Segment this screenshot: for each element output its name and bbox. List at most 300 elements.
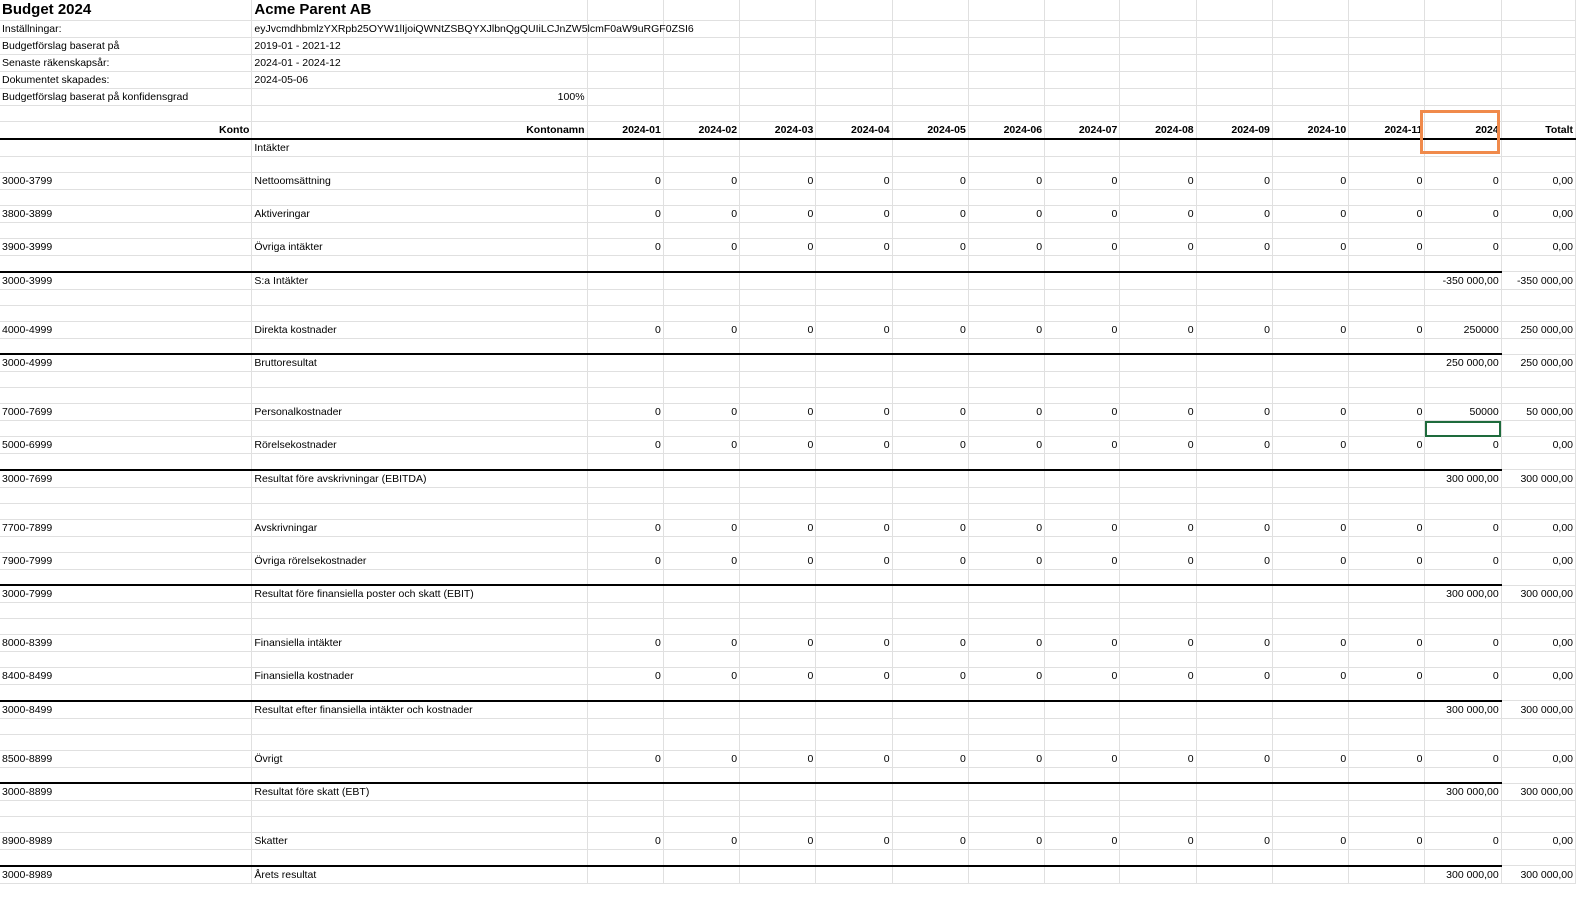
section-label[interactable]: Intäkter: [252, 139, 587, 157]
month-value[interactable]: 0: [740, 206, 816, 223]
empty-cell[interactable]: [1425, 256, 1501, 272]
empty-cell[interactable]: [968, 685, 1044, 701]
empty-cell[interactable]: [663, 421, 739, 437]
year-value[interactable]: 50000: [1425, 404, 1501, 421]
empty-cell[interactable]: [1349, 470, 1425, 488]
empty-cell[interactable]: [1272, 619, 1348, 635]
empty-cell[interactable]: [1120, 372, 1196, 388]
subtotal-name[interactable]: S:a Intäkter: [252, 272, 587, 290]
month-value[interactable]: 0: [1045, 519, 1120, 536]
empty-cell[interactable]: [816, 850, 892, 866]
account-range[interactable]: 8000-8399: [0, 635, 252, 652]
empty-cell[interactable]: [1272, 850, 1348, 866]
year-value[interactable]: 300 000,00: [1425, 701, 1501, 719]
empty-cell[interactable]: [1272, 783, 1348, 801]
total-value[interactable]: 300 000,00: [1501, 783, 1575, 801]
empty-cell[interactable]: [892, 767, 968, 783]
empty-cell[interactable]: [1045, 289, 1120, 305]
empty-cell[interactable]: [1349, 89, 1425, 106]
month-value[interactable]: 0: [1349, 173, 1425, 190]
empty-cell[interactable]: [587, 89, 663, 106]
month-value[interactable]: 0: [1349, 552, 1425, 569]
month-value[interactable]: 0: [663, 750, 739, 767]
empty-cell[interactable]: [587, 272, 663, 290]
empty-cell[interactable]: [1501, 21, 1575, 38]
month-value[interactable]: 0: [663, 437, 739, 454]
month-value[interactable]: 0: [1272, 635, 1348, 652]
empty-cell[interactable]: [1120, 652, 1196, 668]
account-range[interactable]: 7000-7699: [0, 404, 252, 421]
empty-cell[interactable]: [1501, 421, 1575, 437]
empty-cell[interactable]: [1120, 388, 1196, 404]
empty-cell[interactable]: [740, 470, 816, 488]
empty-cell[interactable]: [1425, 157, 1501, 173]
empty-cell[interactable]: [252, 850, 587, 866]
month-value[interactable]: 0: [1045, 321, 1120, 338]
empty-cell[interactable]: [1501, 55, 1575, 72]
empty-cell[interactable]: [1196, 372, 1272, 388]
empty-cell[interactable]: [892, 470, 968, 488]
empty-cell[interactable]: [1045, 272, 1120, 290]
empty-cell[interactable]: [1196, 223, 1272, 239]
month-value[interactable]: 0: [1196, 833, 1272, 850]
month-value[interactable]: 0: [663, 833, 739, 850]
month-value[interactable]: 0: [1120, 404, 1196, 421]
empty-cell[interactable]: [740, 354, 816, 372]
empty-cell[interactable]: [663, 0, 739, 21]
empty-cell[interactable]: [892, 89, 968, 106]
year-value[interactable]: 0: [1425, 833, 1501, 850]
header-month[interactable]: 2024-11: [1349, 122, 1425, 140]
empty-cell[interactable]: [1045, 619, 1120, 635]
empty-cell[interactable]: [740, 850, 816, 866]
empty-cell[interactable]: [1120, 454, 1196, 470]
account-range[interactable]: 3000-4999: [0, 354, 252, 372]
empty-cell[interactable]: [1425, 801, 1501, 817]
empty-cell[interactable]: [1349, 701, 1425, 719]
month-value[interactable]: 0: [1349, 635, 1425, 652]
empty-cell[interactable]: [1272, 470, 1348, 488]
empty-cell[interactable]: [587, 536, 663, 552]
account-range[interactable]: 3000-8499: [0, 701, 252, 719]
empty-cell[interactable]: [1349, 783, 1425, 801]
subtotal-name[interactable]: Årets resultat: [252, 866, 587, 884]
empty-cell[interactable]: [1196, 817, 1272, 833]
empty-cell[interactable]: [1349, 0, 1425, 21]
empty-cell[interactable]: [968, 783, 1044, 801]
empty-cell[interactable]: [587, 72, 663, 89]
empty-cell[interactable]: [1120, 157, 1196, 173]
year-value[interactable]: 0: [1425, 750, 1501, 767]
empty-cell[interactable]: [1120, 503, 1196, 519]
empty-cell[interactable]: [663, 256, 739, 272]
year-value[interactable]: 0: [1425, 519, 1501, 536]
empty-cell[interactable]: [663, 190, 739, 206]
empty-cell[interactable]: [892, 256, 968, 272]
empty-cell[interactable]: [1045, 256, 1120, 272]
month-value[interactable]: 0: [1196, 750, 1272, 767]
month-value[interactable]: 0: [740, 750, 816, 767]
empty-cell[interactable]: [1425, 503, 1501, 519]
empty-cell[interactable]: [1349, 718, 1425, 734]
month-value[interactable]: 0: [587, 404, 663, 421]
empty-cell[interactable]: [1425, 89, 1501, 106]
empty-cell[interactable]: [1120, 619, 1196, 635]
month-value[interactable]: 0: [587, 552, 663, 569]
empty-cell[interactable]: [968, 470, 1044, 488]
month-value[interactable]: 0: [740, 437, 816, 454]
empty-cell[interactable]: [1120, 718, 1196, 734]
empty-cell[interactable]: [0, 734, 252, 750]
empty-cell[interactable]: [1349, 454, 1425, 470]
month-value[interactable]: 0: [1120, 437, 1196, 454]
empty-cell[interactable]: [1196, 72, 1272, 89]
year-value[interactable]: 250 000,00: [1425, 354, 1501, 372]
empty-cell[interactable]: [663, 503, 739, 519]
empty-cell[interactable]: [587, 685, 663, 701]
empty-cell[interactable]: [1045, 38, 1120, 55]
empty-cell[interactable]: [816, 767, 892, 783]
empty-cell[interactable]: [1120, 0, 1196, 21]
empty-cell[interactable]: [1045, 372, 1120, 388]
empty-cell[interactable]: [968, 338, 1044, 354]
empty-cell[interactable]: [0, 487, 252, 503]
empty-cell[interactable]: [1349, 354, 1425, 372]
account-name[interactable]: Finansiella kostnader: [252, 668, 587, 685]
month-value[interactable]: 0: [1349, 519, 1425, 536]
empty-cell[interactable]: [587, 0, 663, 21]
empty-cell[interactable]: [1272, 388, 1348, 404]
empty-cell[interactable]: [0, 190, 252, 206]
total-value[interactable]: 0,00: [1501, 668, 1575, 685]
empty-cell[interactable]: [1120, 603, 1196, 619]
empty-cell[interactable]: [587, 619, 663, 635]
empty-cell[interactable]: [1349, 106, 1425, 122]
month-value[interactable]: 0: [892, 552, 968, 569]
empty-cell[interactable]: [892, 783, 968, 801]
empty-cell[interactable]: [1045, 503, 1120, 519]
empty-cell[interactable]: [1425, 421, 1501, 437]
year-value[interactable]: 300 000,00: [1425, 783, 1501, 801]
empty-cell[interactable]: [1196, 55, 1272, 72]
empty-cell[interactable]: [1120, 72, 1196, 89]
empty-cell[interactable]: [1349, 190, 1425, 206]
empty-cell[interactable]: [0, 106, 252, 122]
month-value[interactable]: 0: [1196, 173, 1272, 190]
empty-cell[interactable]: [968, 388, 1044, 404]
empty-cell[interactable]: [1045, 470, 1120, 488]
empty-cell[interactable]: [1120, 685, 1196, 701]
empty-cell[interactable]: [1045, 652, 1120, 668]
empty-cell[interactable]: [587, 603, 663, 619]
total-value[interactable]: 300 000,00: [1501, 866, 1575, 884]
empty-cell[interactable]: [892, 338, 968, 354]
empty-cell[interactable]: [1501, 289, 1575, 305]
empty-cell[interactable]: [968, 817, 1044, 833]
empty-cell[interactable]: [968, 256, 1044, 272]
empty-cell[interactable]: [740, 718, 816, 734]
empty-cell[interactable]: [1045, 21, 1120, 38]
empty-cell[interactable]: [252, 536, 587, 552]
empty-cell[interactable]: [1045, 0, 1120, 21]
year-value[interactable]: 300 000,00: [1425, 470, 1501, 488]
month-value[interactable]: 0: [587, 833, 663, 850]
empty-cell[interactable]: [1196, 701, 1272, 719]
month-value[interactable]: 0: [663, 321, 739, 338]
empty-cell[interactable]: [1045, 536, 1120, 552]
empty-cell[interactable]: [816, 603, 892, 619]
empty-cell[interactable]: [663, 372, 739, 388]
month-value[interactable]: 0: [1045, 173, 1120, 190]
empty-cell[interactable]: [1045, 106, 1120, 122]
empty-cell[interactable]: [740, 603, 816, 619]
empty-cell[interactable]: [816, 817, 892, 833]
month-value[interactable]: 0: [587, 239, 663, 256]
empty-cell[interactable]: [0, 256, 252, 272]
empty-cell[interactable]: [1272, 585, 1348, 603]
month-value[interactable]: 0: [1349, 404, 1425, 421]
empty-cell[interactable]: [816, 55, 892, 72]
empty-cell[interactable]: [1045, 817, 1120, 833]
month-value[interactable]: 0: [1196, 668, 1272, 685]
empty-cell[interactable]: [587, 190, 663, 206]
empty-cell[interactable]: [1501, 388, 1575, 404]
empty-cell[interactable]: [1425, 734, 1501, 750]
month-value[interactable]: 0: [1120, 173, 1196, 190]
empty-cell[interactable]: [892, 801, 968, 817]
empty-cell[interactable]: [587, 421, 663, 437]
empty-cell[interactable]: [892, 866, 968, 884]
empty-cell[interactable]: [252, 421, 587, 437]
empty-cell[interactable]: [663, 72, 739, 89]
month-value[interactable]: 0: [1120, 635, 1196, 652]
empty-cell[interactable]: [1425, 619, 1501, 635]
empty-cell[interactable]: [252, 718, 587, 734]
empty-cell[interactable]: [892, 372, 968, 388]
empty-cell[interactable]: [1120, 734, 1196, 750]
empty-cell[interactable]: [968, 0, 1044, 21]
empty-cell[interactable]: [1045, 223, 1120, 239]
empty-cell[interactable]: [587, 503, 663, 519]
empty-cell[interactable]: [587, 305, 663, 321]
empty-cell[interactable]: [1501, 89, 1575, 106]
empty-cell[interactable]: [1045, 190, 1120, 206]
empty-cell[interactable]: [1196, 487, 1272, 503]
empty-cell[interactable]: [1196, 619, 1272, 635]
month-value[interactable]: 0: [663, 668, 739, 685]
empty-cell[interactable]: [1349, 72, 1425, 89]
empty-cell[interactable]: [816, 72, 892, 89]
empty-cell[interactable]: [1045, 569, 1120, 585]
empty-cell[interactable]: [1349, 866, 1425, 884]
empty-cell[interactable]: [587, 139, 663, 157]
empty-cell[interactable]: [892, 454, 968, 470]
empty-cell[interactable]: [252, 619, 587, 635]
month-value[interactable]: 0: [892, 321, 968, 338]
empty-cell[interactable]: [740, 190, 816, 206]
month-value[interactable]: 0: [968, 437, 1044, 454]
empty-cell[interactable]: [1272, 817, 1348, 833]
month-value[interactable]: 0: [587, 437, 663, 454]
month-value[interactable]: 0: [968, 404, 1044, 421]
company-name[interactable]: Acme Parent AB: [252, 0, 587, 21]
account-name[interactable]: Aktiveringar: [252, 206, 587, 223]
info-value[interactable]: eyJvcmdhbmlzYXRpb25OYW1lIjoiQWNtZSBQYXJlbnQgQUIiLCJnZW5lcmF0aW9uRGF0ZSI6: [252, 21, 587, 38]
empty-cell[interactable]: [663, 701, 739, 719]
empty-cell[interactable]: [892, 487, 968, 503]
month-value[interactable]: 0: [816, 239, 892, 256]
empty-cell[interactable]: [740, 701, 816, 719]
total-value[interactable]: 0,00: [1501, 206, 1575, 223]
empty-cell[interactable]: [1045, 338, 1120, 354]
year-value[interactable]: 300 000,00: [1425, 585, 1501, 603]
empty-cell[interactable]: [1120, 289, 1196, 305]
empty-cell[interactable]: [252, 652, 587, 668]
empty-cell[interactable]: [740, 256, 816, 272]
empty-cell[interactable]: [1272, 767, 1348, 783]
empty-cell[interactable]: [1196, 652, 1272, 668]
total-value[interactable]: 0,00: [1501, 833, 1575, 850]
year-value[interactable]: 0: [1425, 173, 1501, 190]
empty-cell[interactable]: [1425, 767, 1501, 783]
empty-cell[interactable]: [1120, 850, 1196, 866]
year-value[interactable]: 0: [1425, 206, 1501, 223]
empty-cell[interactable]: [1196, 783, 1272, 801]
empty-cell[interactable]: [816, 21, 892, 38]
month-value[interactable]: 0: [587, 173, 663, 190]
empty-cell[interactable]: [1045, 305, 1120, 321]
empty-cell[interactable]: [663, 487, 739, 503]
empty-cell[interactable]: [252, 817, 587, 833]
empty-cell[interactable]: [1045, 866, 1120, 884]
empty-cell[interactable]: [663, 157, 739, 173]
empty-cell[interactable]: [1120, 223, 1196, 239]
empty-cell[interactable]: [892, 289, 968, 305]
header-kontonamn[interactable]: Kontonamn: [252, 122, 587, 140]
empty-cell[interactable]: [1045, 487, 1120, 503]
account-range[interactable]: 8900-8989: [0, 833, 252, 850]
empty-cell[interactable]: [1120, 421, 1196, 437]
month-value[interactable]: 0: [587, 206, 663, 223]
empty-cell[interactable]: [0, 801, 252, 817]
total-value[interactable]: 50 000,00: [1501, 404, 1575, 421]
empty-cell[interactable]: [968, 536, 1044, 552]
empty-cell[interactable]: [0, 305, 252, 321]
month-value[interactable]: 0: [892, 206, 968, 223]
month-value[interactable]: 0: [740, 552, 816, 569]
empty-cell[interactable]: [968, 106, 1044, 122]
empty-cell[interactable]: [1120, 569, 1196, 585]
account-range[interactable]: 3000-3799: [0, 173, 252, 190]
month-value[interactable]: 0: [663, 552, 739, 569]
empty-cell[interactable]: [816, 454, 892, 470]
account-range[interactable]: 5000-6999: [0, 437, 252, 454]
empty-cell[interactable]: [892, 652, 968, 668]
header-month[interactable]: 2024-01: [587, 122, 663, 140]
empty-cell[interactable]: [1425, 0, 1501, 21]
empty-cell[interactable]: [0, 372, 252, 388]
empty-cell[interactable]: [740, 421, 816, 437]
empty-cell[interactable]: [968, 503, 1044, 519]
empty-cell[interactable]: [663, 272, 739, 290]
empty-cell[interactable]: [1045, 388, 1120, 404]
month-value[interactable]: 0: [1272, 750, 1348, 767]
empty-cell[interactable]: [968, 603, 1044, 619]
empty-cell[interactable]: [1045, 767, 1120, 783]
month-value[interactable]: 0: [1272, 206, 1348, 223]
header-month[interactable]: 2024-04: [816, 122, 892, 140]
empty-cell[interactable]: [816, 157, 892, 173]
empty-cell[interactable]: [587, 223, 663, 239]
empty-cell[interactable]: [892, 421, 968, 437]
total-value[interactable]: 0,00: [1501, 173, 1575, 190]
empty-cell[interactable]: [663, 619, 739, 635]
subtotal-name[interactable]: Resultat före skatt (EBT): [252, 783, 587, 801]
empty-cell[interactable]: [1045, 354, 1120, 372]
month-value[interactable]: 0: [1045, 668, 1120, 685]
info-label[interactable]: Senaste räkenskapsår:: [0, 55, 252, 72]
empty-cell[interactable]: [968, 372, 1044, 388]
empty-cell[interactable]: [1120, 487, 1196, 503]
info-label[interactable]: Dokumentet skapades:: [0, 72, 252, 89]
empty-cell[interactable]: [1425, 72, 1501, 89]
empty-cell[interactable]: [1425, 372, 1501, 388]
empty-cell[interactable]: [587, 585, 663, 603]
empty-cell[interactable]: [663, 734, 739, 750]
empty-cell[interactable]: [892, 72, 968, 89]
empty-cell[interactable]: [1196, 388, 1272, 404]
empty-cell[interactable]: [968, 801, 1044, 817]
total-value[interactable]: 0,00: [1501, 437, 1575, 454]
month-value[interactable]: 0: [1272, 833, 1348, 850]
total-value[interactable]: 300 000,00: [1501, 585, 1575, 603]
empty-cell[interactable]: [968, 569, 1044, 585]
empty-cell[interactable]: [1120, 536, 1196, 552]
empty-cell[interactable]: [1349, 388, 1425, 404]
month-value[interactable]: 0: [968, 668, 1044, 685]
month-value[interactable]: 0: [968, 239, 1044, 256]
month-value[interactable]: 0: [892, 173, 968, 190]
total-value[interactable]: 300 000,00: [1501, 470, 1575, 488]
empty-cell[interactable]: [1196, 157, 1272, 173]
empty-cell[interactable]: [663, 569, 739, 585]
account-name[interactable]: Finansiella intäkter: [252, 635, 587, 652]
empty-cell[interactable]: [663, 388, 739, 404]
empty-cell[interactable]: [663, 801, 739, 817]
month-value[interactable]: 0: [740, 635, 816, 652]
empty-cell[interactable]: [587, 289, 663, 305]
empty-cell[interactable]: [587, 487, 663, 503]
empty-cell[interactable]: [1045, 139, 1120, 157]
empty-cell[interactable]: [816, 536, 892, 552]
empty-cell[interactable]: [892, 734, 968, 750]
empty-cell[interactable]: [252, 223, 587, 239]
empty-cell[interactable]: [0, 338, 252, 354]
empty-cell[interactable]: [587, 801, 663, 817]
empty-cell[interactable]: [663, 817, 739, 833]
month-value[interactable]: 0: [663, 173, 739, 190]
empty-cell[interactable]: [892, 354, 968, 372]
empty-cell[interactable]: [663, 685, 739, 701]
month-value[interactable]: 0: [1196, 404, 1272, 421]
empty-cell[interactable]: [587, 850, 663, 866]
empty-cell[interactable]: [0, 139, 252, 157]
empty-cell[interactable]: [892, 223, 968, 239]
empty-cell[interactable]: [1196, 603, 1272, 619]
month-value[interactable]: 0: [1120, 239, 1196, 256]
month-value[interactable]: 0: [1045, 239, 1120, 256]
month-value[interactable]: 0: [740, 404, 816, 421]
